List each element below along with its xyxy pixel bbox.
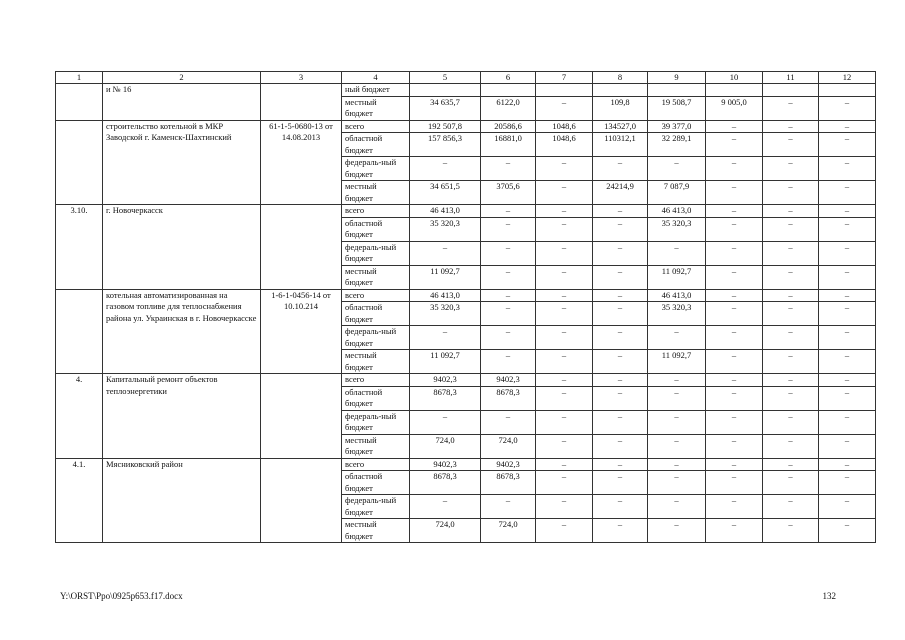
amount-cell: – [648,471,706,495]
amount-cell: 724,0 [410,434,481,458]
amount-cell: – [706,458,763,471]
amount-cell: – [536,265,593,289]
amount-cell: – [481,265,536,289]
amount-cell: – [536,96,593,120]
amount-cell: – [648,326,706,350]
amount-cell: – [763,495,819,519]
amount-cell: – [648,241,706,265]
amount-cell: 34 635,7 [410,96,481,120]
amount-cell: – [593,241,648,265]
amount-cell: 39 377,0 [648,120,706,133]
amount-cell: – [819,374,876,387]
item-name: Мясниковский район [103,458,261,543]
amount-cell [481,84,536,97]
amount-cell: – [536,374,593,387]
amount-cell: – [763,302,819,326]
amount-cell: 724,0 [410,519,481,543]
amount-cell: – [481,157,536,181]
amount-cell: – [706,495,763,519]
item-name: г. Новочеркасск [103,205,261,290]
funding-source: всего [342,458,410,471]
amount-cell: 109,8 [593,96,648,120]
amount-cell: – [763,326,819,350]
table-row [56,374,876,387]
amount-cell: – [763,386,819,410]
amount-cell: – [536,471,593,495]
amount-cell: – [536,217,593,241]
amount-cell: – [819,302,876,326]
amount-cell: – [819,471,876,495]
amount-cell: 32 289,1 [648,133,706,157]
amount-cell: – [410,326,481,350]
amount-cell: – [819,157,876,181]
amount-cell: 35 320,3 [410,302,481,326]
amount-cell: 35 320,3 [410,217,481,241]
amount-cell: – [706,241,763,265]
amount-cell: – [536,157,593,181]
funding-source: федераль-ный бюджет [342,410,410,434]
table-row [56,289,876,302]
amount-cell: – [536,410,593,434]
amount-cell: – [410,241,481,265]
amount-cell: 8678,3 [410,471,481,495]
funding-source: всего [342,374,410,387]
amount-cell: – [648,519,706,543]
amount-cell: – [648,410,706,434]
amount-cell: – [706,386,763,410]
header-row [56,72,876,84]
amount-cell: 9 005,0 [706,96,763,120]
amount-cell: – [706,289,763,302]
amount-cell: – [763,205,819,218]
amount-cell: 11 092,7 [410,265,481,289]
amount-cell: – [536,519,593,543]
amount-cell: – [536,205,593,218]
amount-cell: – [536,350,593,374]
amount-cell: 9402,3 [410,374,481,387]
amount-cell: – [706,302,763,326]
amount-cell: 9402,3 [410,458,481,471]
column-header-6: 6 [481,72,536,84]
funding-source: всего [342,205,410,218]
amount-cell: 16881,0 [481,133,536,157]
amount-cell: – [706,326,763,350]
amount-cell: 46 413,0 [648,205,706,218]
amount-cell: – [819,326,876,350]
item-number: 4.1. [56,458,103,543]
funding-source: областной бюджет [342,133,410,157]
document-reference [261,205,342,290]
amount-cell: – [481,410,536,434]
amount-cell: – [706,374,763,387]
column-header-2: 2 [103,72,261,84]
amount-cell: – [706,434,763,458]
amount-cell: – [763,133,819,157]
amount-cell: – [763,265,819,289]
amount-cell: – [819,96,876,120]
amount-cell: – [536,434,593,458]
budget-table [55,71,876,543]
item-name: Капитальный ремонт объектов теплоэнергетики [103,374,261,459]
amount-cell: 724,0 [481,434,536,458]
amount-cell [410,84,481,97]
funding-source: местный бюджет [342,265,410,289]
amount-cell: 8678,3 [481,386,536,410]
column-header-5: 5 [410,72,481,84]
amount-cell [706,84,763,97]
funding-source: федераль-ный бюджет [342,157,410,181]
table-row [56,205,876,218]
amount-cell: – [593,374,648,387]
amount-cell: – [819,217,876,241]
amount-cell: 134527,0 [593,120,648,133]
amount-cell: – [410,410,481,434]
amount-cell: – [481,217,536,241]
amount-cell: – [706,265,763,289]
column-header-1: 1 [56,72,103,84]
funding-source: местный бюджет [342,96,410,120]
amount-cell: – [706,217,763,241]
funding-source: федераль-ный бюджет [342,241,410,265]
funding-source: ный бюджет [342,84,410,97]
amount-cell: – [648,386,706,410]
amount-cell: – [536,181,593,205]
amount-cell: 8678,3 [481,471,536,495]
amount-cell: – [763,458,819,471]
amount-cell: – [819,205,876,218]
funding-source: местный бюджет [342,519,410,543]
amount-cell: – [593,265,648,289]
amount-cell: – [593,386,648,410]
amount-cell: 46 413,0 [410,205,481,218]
amount-cell: – [481,495,536,519]
item-name: строительство котельной в МКР Заводской г. Каменск-Шахтинский [103,120,261,205]
column-header-9: 9 [648,72,706,84]
budget-table-page [55,71,852,543]
document-reference: 61-1-5-0680-13 от 14.08.2013 [261,120,342,205]
amount-cell: – [763,157,819,181]
amount-cell: – [706,120,763,133]
amount-cell: 7 087,9 [648,181,706,205]
amount-cell [763,84,819,97]
amount-cell: 1048,6 [536,120,593,133]
amount-cell: – [593,350,648,374]
funding-source: федераль-ный бюджет [342,326,410,350]
amount-cell: – [763,96,819,120]
table-body [56,84,876,543]
amount-cell: 157 856,3 [410,133,481,157]
amount-cell [819,84,876,97]
amount-cell: – [706,157,763,181]
amount-cell: – [593,217,648,241]
amount-cell: – [819,181,876,205]
amount-cell: – [593,495,648,519]
item-number: 3.10. [56,205,103,290]
amount-cell: – [819,133,876,157]
amount-cell: – [706,205,763,218]
amount-cell: 6122,0 [481,96,536,120]
amount-cell: – [706,410,763,434]
amount-cell: 34 651,5 [410,181,481,205]
funding-source: всего [342,120,410,133]
amount-cell: – [481,205,536,218]
amount-cell: – [648,458,706,471]
amount-cell: – [819,410,876,434]
amount-cell: 19 508,7 [648,96,706,120]
amount-cell: – [648,434,706,458]
funding-source: федераль-ный бюджет [342,495,410,519]
table-row [56,84,876,97]
amount-cell: – [648,495,706,519]
funding-source: местный бюджет [342,181,410,205]
amount-cell: – [536,458,593,471]
amount-cell: – [593,434,648,458]
amount-cell: – [481,326,536,350]
amount-cell: – [593,471,648,495]
document-reference [261,374,342,459]
column-header-11: 11 [763,72,819,84]
amount-cell: – [593,289,648,302]
table-row [56,120,876,133]
amount-cell: 192 507,8 [410,120,481,133]
amount-cell: 11 092,7 [410,350,481,374]
amount-cell: 9402,3 [481,458,536,471]
amount-cell: – [536,326,593,350]
funding-source: областной бюджет [342,302,410,326]
item-name: котельная автоматизированная на газовом топливе для теплоснабжения района ул. Украинская в г. Новочеркасске [103,289,261,374]
amount-cell: – [819,434,876,458]
amount-cell: 11 092,7 [648,350,706,374]
column-header-10: 10 [706,72,763,84]
amount-cell: 3705,6 [481,181,536,205]
amount-cell: – [763,181,819,205]
funding-source: местный бюджет [342,434,410,458]
funding-source: областной бюджет [342,386,410,410]
amount-cell: 8678,3 [410,386,481,410]
amount-cell: – [763,374,819,387]
amount-cell: – [819,265,876,289]
amount-cell: – [763,471,819,495]
amount-cell: – [763,519,819,543]
amount-cell: – [763,410,819,434]
amount-cell: – [706,519,763,543]
amount-cell: – [536,289,593,302]
item-name: и № 16 [103,84,261,121]
amount-cell: – [706,181,763,205]
funding-source: областной бюджет [342,471,410,495]
amount-cell: – [593,157,648,181]
amount-cell: – [706,133,763,157]
column-header-3: 3 [261,72,342,84]
amount-cell: – [593,326,648,350]
amount-cell: – [536,302,593,326]
amount-cell: 1048,6 [536,133,593,157]
amount-cell: – [410,157,481,181]
amount-cell: – [819,458,876,471]
amount-cell: – [819,289,876,302]
amount-cell: – [481,350,536,374]
amount-cell: 35 320,3 [648,302,706,326]
page-number: 132 [822,591,836,601]
amount-cell: – [819,120,876,133]
amount-cell [536,84,593,97]
amount-cell: – [481,302,536,326]
column-header-12: 12 [819,72,876,84]
item-number: 4. [56,374,103,459]
amount-cell: – [593,458,648,471]
amount-cell: – [648,374,706,387]
amount-cell: – [536,241,593,265]
column-header-7: 7 [536,72,593,84]
amount-cell: – [763,350,819,374]
amount-cell: – [819,241,876,265]
amount-cell: 11 092,7 [648,265,706,289]
item-number [56,120,103,205]
funding-source: местный бюджет [342,350,410,374]
amount-cell: – [593,410,648,434]
amount-cell: 20586,6 [481,120,536,133]
column-header-8: 8 [593,72,648,84]
document-reference [261,84,342,121]
funding-source: областной бюджет [342,217,410,241]
amount-cell: – [536,495,593,519]
amount-cell: – [593,205,648,218]
amount-cell [593,84,648,97]
funding-source: всего [342,289,410,302]
amount-cell: – [763,241,819,265]
amount-cell: 46 413,0 [648,289,706,302]
amount-cell: – [481,241,536,265]
amount-cell: – [593,519,648,543]
amount-cell: 9402,3 [481,374,536,387]
amount-cell: – [763,289,819,302]
column-header-4: 4 [342,72,410,84]
amount-cell: – [763,120,819,133]
amount-cell: – [763,217,819,241]
amount-cell: – [706,350,763,374]
amount-cell: – [819,495,876,519]
item-number [56,289,103,374]
item-number [56,84,103,121]
amount-cell: 46 413,0 [410,289,481,302]
amount-cell: – [706,471,763,495]
amount-cell: 110312,1 [593,133,648,157]
document-path: Y:\ORST\Ppo\0925p653.f17.docx [60,591,183,601]
amount-cell: – [481,289,536,302]
amount-cell: 35 320,3 [648,217,706,241]
amount-cell: – [819,350,876,374]
amount-cell: 724,0 [481,519,536,543]
amount-cell: – [410,495,481,519]
document-reference: 1-6-1-0456-14 от 10.10.214 [261,289,342,374]
amount-cell: – [819,519,876,543]
amount-cell [648,84,706,97]
table-row [56,458,876,471]
amount-cell: 24214,9 [593,181,648,205]
amount-cell: – [819,386,876,410]
amount-cell: – [648,157,706,181]
amount-cell: – [763,434,819,458]
amount-cell: – [593,302,648,326]
amount-cell: – [536,386,593,410]
document-reference [261,458,342,543]
